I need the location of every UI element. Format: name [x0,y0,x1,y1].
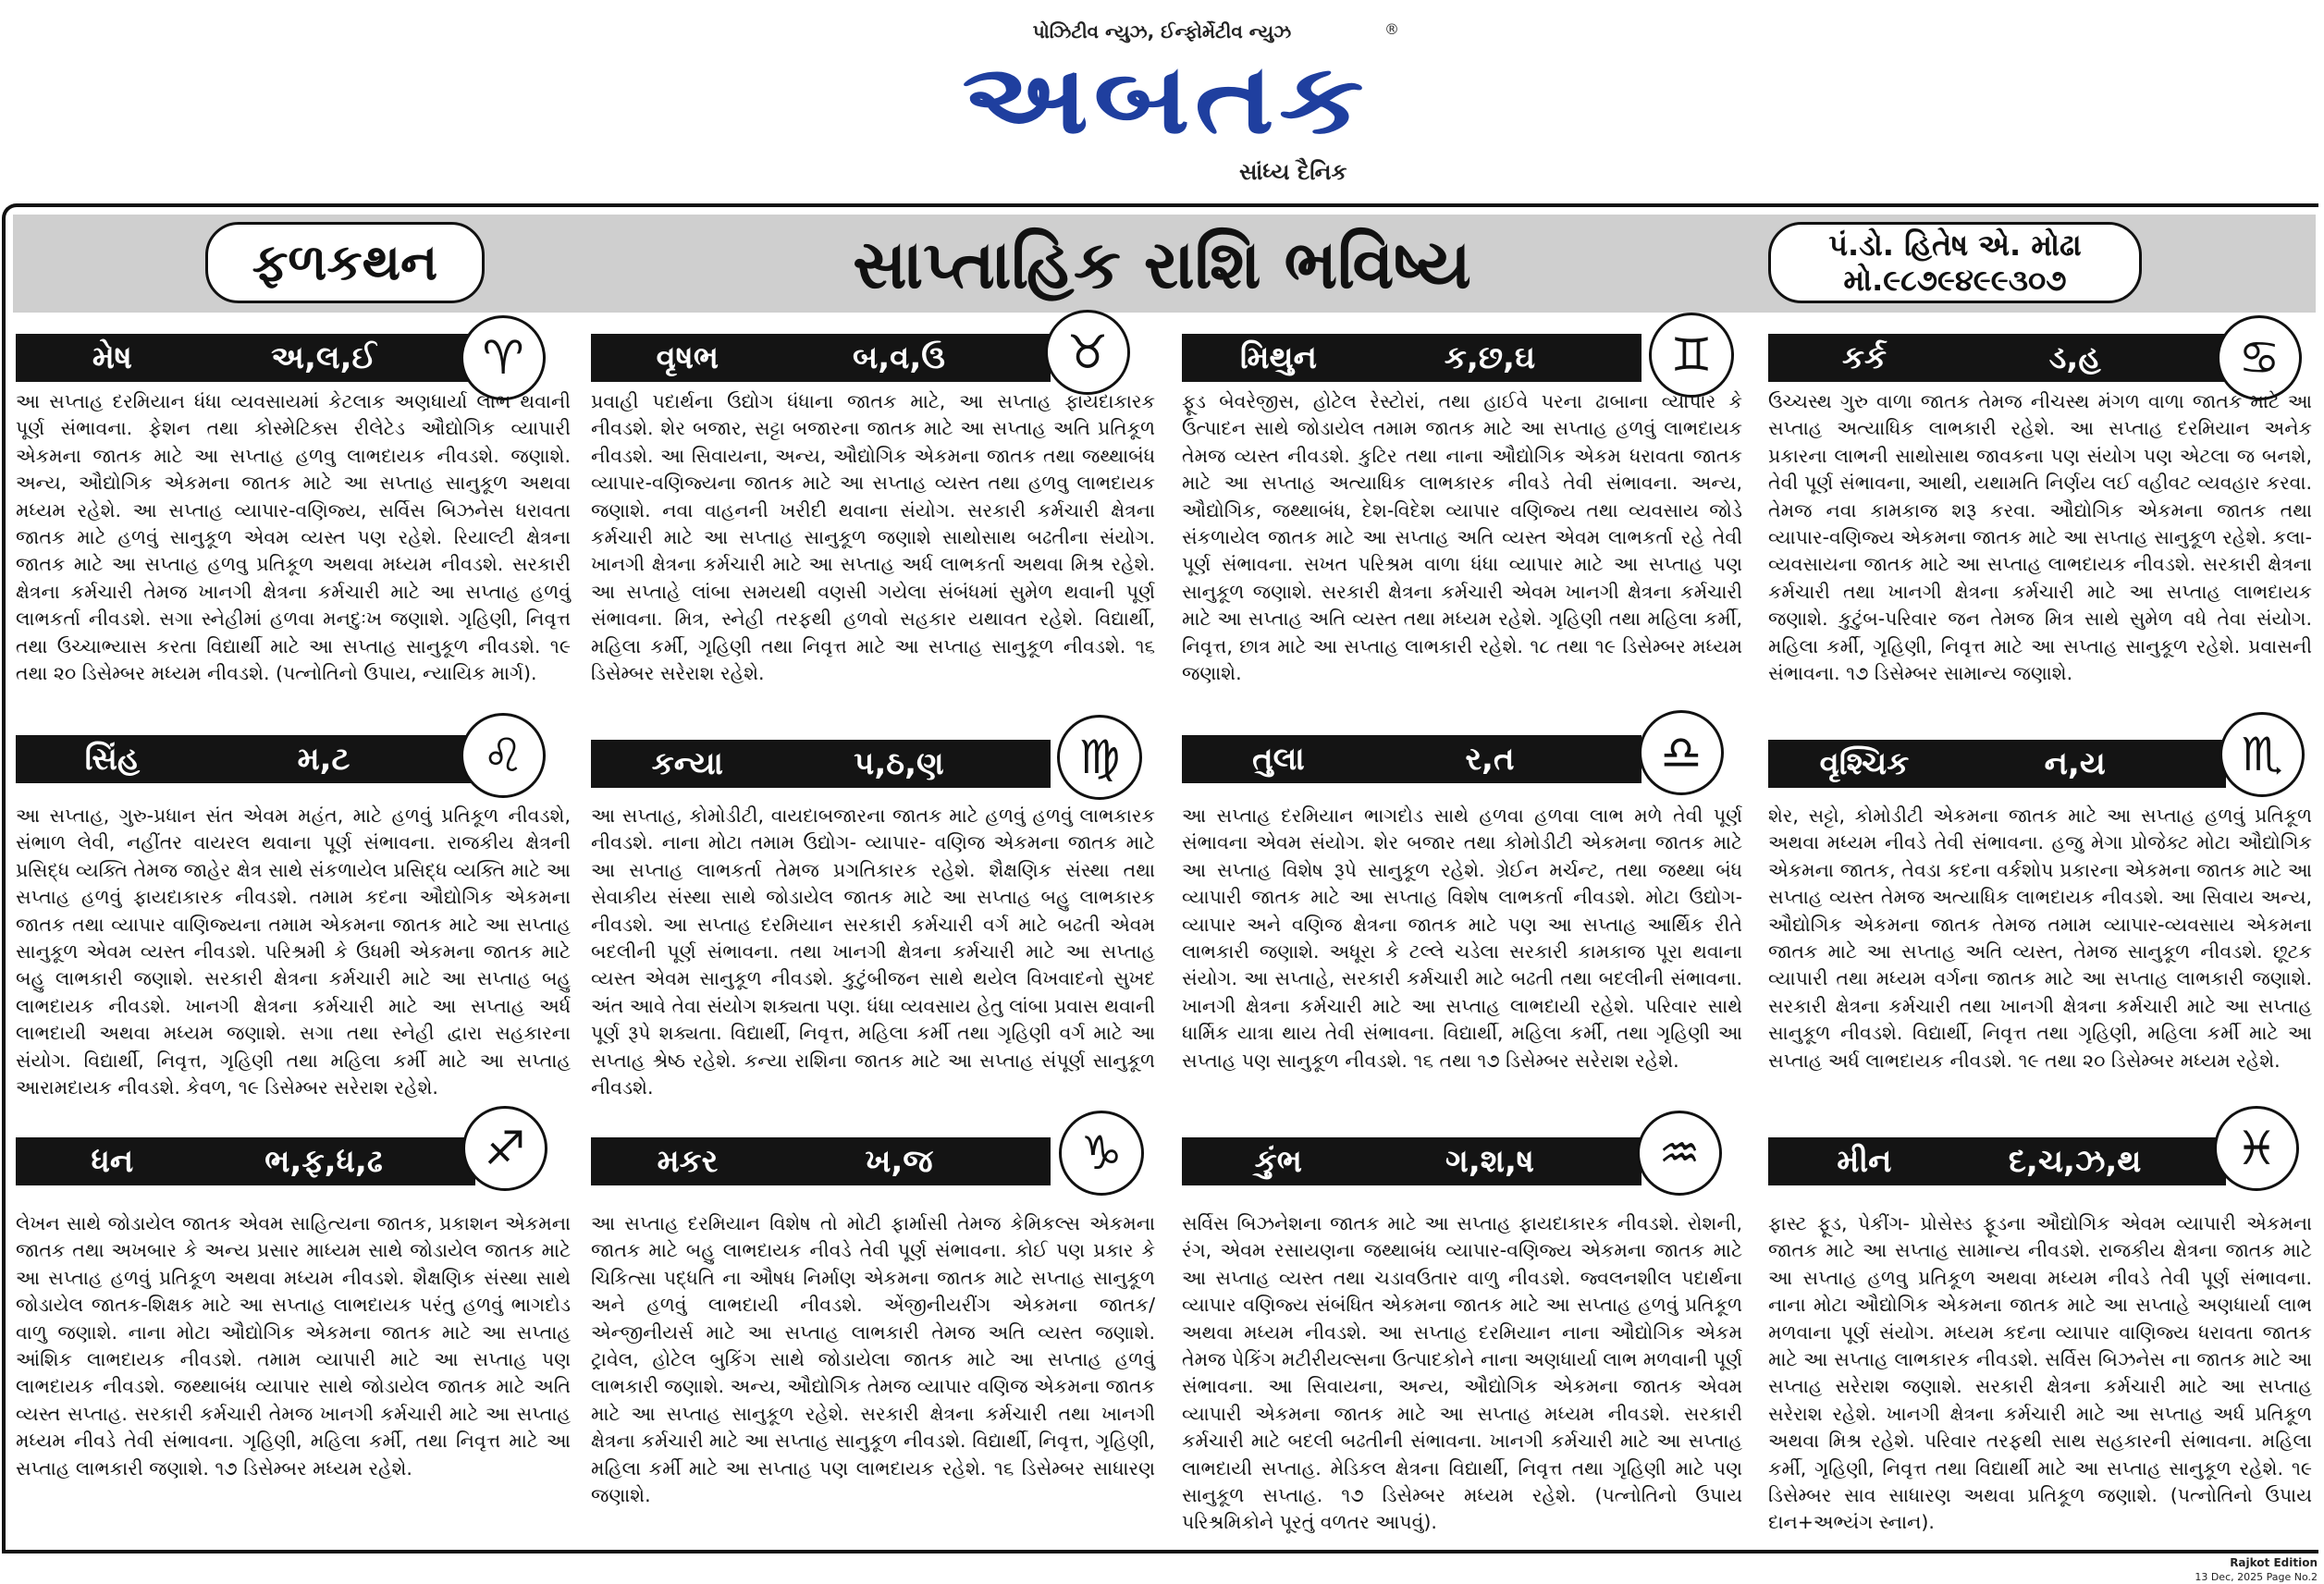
sign-name: મિથુન [1239,339,1317,376]
author-name: પં.ડો. હિતેષ એ. મોઢા [1828,227,2082,263]
sign-name: સિંહ [84,741,141,778]
sign-letters: મ,ટ [297,741,350,778]
tagline: પોઝિટીવ ન્યુઝ, ઈન્ફોર્મેટીવ ન્યુઝ [1032,20,1292,43]
sign-name: કુંભ [1254,1143,1302,1180]
sign-letters: ભ,ફ,ધ,ઢ [264,1143,383,1180]
sign-header [1182,735,1642,783]
sign-header [1768,334,2226,382]
crab-icon: ♋ [2217,315,2302,400]
masthead [0,0,2324,199]
sign-letters: ગ,શ,ષ [1445,1143,1534,1180]
sign-text: આ સપ્તાહ દરમિયાન ધંધા વ્યવસાયમાં કેટલાક અણધાર્યા લાભ થવાની પૂર્ણ સંભાવના. ફેશન તથા કોસ્મેટિક્સ રીલેટેડ ઔદ્યોગિક વ્યાપારી એકમના જાતક માટે આ સપ્તાહ હળવુ લાભદાયક નીવડશે. જણાશે. અન્ય, ઔદ્યોગિક એકમના જાતક માટે આ સપ્તાહ સાનુકૂળ અથવા મધ્યમ રહેશે. આ સપ્તાહ વ્યાપાર-વણિજ્ય, સર્વિસ બિઝનેસ ધરાવતા જાતક માટે હળવું સાનુકૂળ એવમ વ્યસ્ત પણ રહેશે. રિયાલ્ટી ક્ષેત્રના જાતક માટે આ સપ્તાહ હળવુ પ્રતિકૂળ અથવા મધ્યમ નીવડશે. સરકારી ક્ષેત્રના કર્મચારી તેમજ ખાનગી ક્ષેત્રના કર્મચારી માટે આ સપ્તાહ હળવું લાભકર્તા નીવડશે. સગા સ્નેહીમાં હળવા મનદુઃખ જણાશે. ગૃહિણી, નિવૃત્ત તથા ઉચ્ચાભ્યાસ કરતા વિદ્યાર્થી માટે આ સપ્તાહ સાનુકૂળ નીવડશે. ૧૯ તથા ૨૦ ડિસેમ્બર મધ્યમ નીવડશે. (પત્નોતિનો ઉપાય, ન્યાયિક માર્ગ). [16,390,571,685]
sign-letters: પ,ઠ,ણ [854,745,944,782]
registered-mark: ® [1384,20,1399,38]
sign-name: વૃશ્ચિક [1819,745,1910,782]
sign-header [1182,1137,1642,1185]
sign-header [16,1137,475,1185]
archer-icon: ♐ [462,1106,547,1191]
water-bearer-icon: ♒ [1637,1111,1722,1196]
scales-icon: ♎ [1639,710,1724,795]
sign-text: આ સપ્તાહ દરમિયાન વિશેષ તો મોટી ફાર્માસી તેમજ કેમિકલ્સ એકમના જાતક માટે બહુ લાભદાયક નીવડે તેવી પૂર્ણ સંભાવના. કોઈ પણ પ્રકાર કે ચિકિત્સા પદ્ધતિ ના ઔષધ નિર્માણ એકમના જાતક માટે સપ્તાહ સાનુકૂળ અને હળવું લાભદાયી નીવડશે. એંજીનીયરીંગ એકમના જાતક/ એન્જીનીયર્સ માટે આ સપ્તાહ લાભકારી તેમજ અતિ વ્યસ્ત જણાશે. ટ્રાવેલ, હોટેલ બુકિંગ સાથે જોડાયેલા જાતક માટે આ સપ્તાહ હળવું લાભકારી જણાશે. અન્ય, ઔદ્યોગિક તેમજ વ્યાપાર વણિજ એકમના જાતક માટે આ સપ્તાહ સાનુકૂળ રહેશે. સરકારી ક્ષેત્રના કર્મચારી તથા ખાનગી ક્ષેત્રના કર્મચારી માટે આ સપ્તાહ સાનુકૂળ નીવડશે. વિદ્યાર્થી, નિવૃત્ત, ગૃહિણી, મહિલા કર્મી માટે આ સપ્તાહ પણ લાભદાયક રહેશે. ૧૬ ડિસેમ્બર સાધારણ જણાશે. [591,1212,1155,1507]
sign-letters: ક,છ,ઘ [1444,339,1536,376]
edition-label: Rajkot Edition [2230,1556,2318,1569]
fish-icon: ♓ [2214,1106,2299,1191]
sign-name: ધન [91,1143,134,1180]
sign-letters: દ,ચ,ઝ,થ [2008,1143,2142,1180]
sign-letters: અ,લ,ઈ [271,339,376,376]
sign-header [591,334,1051,382]
sign-name: કન્યા [651,745,723,782]
author-badge [1768,222,2142,303]
maiden-icon: ♍ [1057,715,1142,800]
sign-name: મકર [657,1143,719,1180]
sign-header [16,334,475,382]
sign-text: આ સપ્તાહ, ગુરુ-પ્રધાન સંત એવમ મહંત, માટે હળવું પ્રતિકૂળ નીવડશે, સંભાળ લેવી, નહીંતર વાયરલ થવાના પૂર્ણ સંભાવના. રાજકીય ક્ષેત્રની પ્રસિદ્ધ વ્યક્તિ તેમજ જાહેર ક્ષેત્ર સાથે સંકળાયેલ પ્રસિદ્ધ વ્યક્તિ માટે આ સપ્તાહ હળવું ફાયદાકારક નીવડશે. તમામ કદના ઔદ્યોગિક એકમના જાતક તથા વ્યાપાર વાણિજ્યના તમામ એકમના જાતક માટે આ સપ્તાહ સાનુકૂળ એવમ વ્યસ્ત નીવડશે. પરિશ્રમી કે ઉધમી એકમના જાતક માટે બહુ લાભકારી જણાશે. સરકારી ક્ષેત્રના કર્મચારી માટે આ સપ્તાહ બહુ લાભદાયક નીવડશે. ખાનગી ક્ષેત્રના કર્મચારી માટે આ સપ્તાહ અર્ધ લાભદાયી અથવા મધ્યમ જણાશે. સગા તથા સ્નેહી દ્વારા સહકારના સંયોગ. વિદ્યાર્થી, નિવૃત્ત, ગૃહિણી તથા મહિલા કર્મી માટે આ સપ્તાહ આરામદાયક નીવડશે. કેવળ, ૧૯ ડિસેમ્બર સરેરાશ રહેશે. [16,804,571,1099]
lion-icon: ♌ [461,713,546,798]
sign-text: લેખન સાથે જોડાયેલ જાતક એવમ સાહિત્યના જાતક, પ્રકાશન એકમના જાતક તથા અખબાર કે અન્ય પ્રસાર માધ્યમ સાથે જોડાયેલ જાતક માટે આ સપ્તાહ હળવું પ્રતિકૂળ અથવા મધ્યમ નીવડશે. શૈક્ષણિક સંસ્થા સાથે જોડાયેલ જાતક-શિક્ષક માટે આ સપ્તાહ લાભદાયક પરંતુ હળવું ભાગદોડ વાળુ જણાશે. નાના મોટા ઔદ્યોગિક એકમના જાતક માટે આ સપ્તાહ આંશિક લાભદાયક નીવડશે. તમામ વ્યાપારી માટે આ સપ્તાહ પણ લાભદાયક નીવડશે. જથ્થાબંધ વ્યાપાર સાથે જોડાયેલ જાતક માટે અતિ વ્યસ્ત સપ્તાહ. સરકારી કર્મચારી તેમજ ખાનગી કર્મચારી માટે આ સપ્તાહ મધ્યમ નીવડે તેવી સંભાવના. ગૃહિણી, મહિલા કર્મી, તથા નિવૃત્ત માટે આ સપ્તાહ લાભકારી જણાશે. ૧૭ ડિસેમ્બર મધ્યમ રહેશે. [16,1212,571,1480]
sign-letters: ડ,હ [2048,339,2101,376]
date-page-label: 13 Dec, 2025 Page No.2 [2195,1571,2318,1583]
sign-text: શેર, સટ્ટો, કોમોડીટી એકમના જાતક માટે આ સપ્તાહ હળવું પ્રતિકૂળ અથવા મધ્યમ નીવડે તેવી સંભાવના. હજુ મેગા પ્રોજેક્ટ મોટા ઔદ્યોગિક એકમના જાતક, તેવડા કદના વર્કશોપ પ્રકારના એકમના જાતક માટે આ સપ્તાહ વ્યસ્ત તેમજ અત્યાધિક લાભદાયક નીવડશે. આ સિવાય અન્ય, ઔદ્યોગિક એકમના જાતક તેમજ તમામ વ્યાપાર-વ્યવસાય એકમના જાતક માટે આ સપ્તાહ અતિ વ્યસ્ત, તેમજ સાનુકૂળ નીવડશે. છૂટક વ્યાપારી તથા મધ્યમ વર્ગના જાતક માટે આ સપ્તાહ લાભકારી જણાશે. સરકારી ક્ષેત્રના કર્મચારી તથા ખાનગી ક્ષેત્રના કર્મચારી માટે આ સપ્તાહ સાનુકૂળ નીવડશે. વિદ્યાર્થી, નિવૃત્ત તથા ગૃહિણી, મહિલા કર્મી માટે આ સપ્તાહ અર્ધ લાભદાયક નીવડશે. ૧૯ તથા ૨૦ ડિસેમ્બર મધ્યમ રહેશે. [1768,804,2312,1072]
sign-name: મેષ [92,339,132,376]
sign-header [1768,1137,2226,1185]
sign-text: આ સપ્તાહ, કોમોડીટી, વાયદાબજારના જાતક માટે હળવું હળવું લાભકારક નીવડશે. નાના મોટા તમામ ઉદ્યોગ- વ્યાપાર- વણિજ એકમના જાતક માટે આ સપ્તાહ લાભકર્તા તેમજ પ્રગતિકારક રહેશે. શૈક્ષણિક સંસ્થા તથા સેવાકીય સંસ્થા સાથે જોડાયેલ જાતક માટે આ સપ્તાહ બહુ લાભકારક નીવડશે. આ સપ્તાહ દરમિયાન સરકારી કર્મચારી વર્ગ માટે બઢતી એવમ બદલીની પૂર્ણ સંભાવના. તથા ખાનગી ક્ષેત્રના કર્મચારી માટે આ સપ્તાહ વ્યસ્ત એવમ સાનુકૂળ નીવડશે. કુટુંબીજન સાથે થયેલ વિખવાદનો સુખદ અંત આવે તેવા સંયોગ શક્યતા પણ. ધંધા વ્યવસાય હેતુ લાંબા પ્રવાસ થવાની પૂર્ણ રૂપે શક્યતા. વિદ્યાર્થી, નિવૃત્ત, મહિલા કર્મી તથા ગૃહિણી વર્ગ માટે આ સપ્તાહ શ્રેષ્ઠ રહેશે. કન્યા રાશિના જાતક માટે આ સપ્તાહ સંપૂર્ણ સાનુકૂળ નીવડશે. [591,804,1155,1099]
goat-icon: ♑ [1059,1111,1144,1196]
sign-header [1768,740,2226,788]
sign-name: મીન [1837,1143,1892,1180]
sign-header [1182,334,1642,382]
section-label: ફળકથન [252,233,438,291]
ram-icon: ♈ [461,315,546,400]
twins-icon: ♊ [1649,313,1734,398]
sign-text: ઉચ્ચસ્થ ગુરુ વાળા જાતક તેમજ નીચસ્થ મંગળ વાળા જાતક માટે આ સપ્તાહ અત્યાધિક લાભકારી રહેશે. આ સપ્તાહ દરમિયાન અનેક પ્રકારના લાભની સાથોસાથ જાવકના પણ સંયોગ પણ એટલા જ બનશે, તેવી પૂર્ણ સંભાવના, આથી, યથામતિ નિર્ણય લઈ વહીવટ વ્યવહાર કરવા. તેમજ નવા કામકાજ શરૂ કરવા. ઔદ્યોગિક એકમના જાતક તથા વ્યાપાર-વણિજ્ય એકમના જાતક માટે આ સપ્તાહ સાનુકૂળ રહેશે. કલા-વ્યવસાયના જાતક માટે આ સપ્તાહ લાભદાયક નીવડશે. સરકારી ક્ષેત્રના કર્મચારી તથા ખાનગી ક્ષેત્રના કર્મચારી માટે આ સપ્તાહ લાભદાયક જણાશે. કુટુંબ-પરિવાર જન તેમજ મિત્ર સાથે સુમેળ વધે તેવા સંયોગ. મહિલા કર્મી, ગૃહિણી, નિવૃત્ત માટે આ સપ્તાહ સાનુકૂળ રહેશે. પ્રવાસની સંભાવના. ૧૭ ડિસેમ્બર સામાન્ય જણાશે. [1768,390,2312,685]
sign-text: પ્રવાહી પદાર્થના ઉદ્યોગ ધંધાના જાતક માટે, આ સપ્તાહ ફાયદાકારક નીવડશે. શેર બજાર, સટ્ટા બજારના જાતક માટે આ સપ્તાહ અતિ પ્રતિકૂળ નીવડશે. આ સિવાયના, અન્ય, ઔદ્યોગિક એકમના જાતક તથા જથ્થાબંધ વ્યાપાર-વણિજ્યના જાતક માટે આ સપ્તાહ વ્યસ્ત તથા હળવુ લાભદાયક જણાશે. નવા વાહનની ખરીદી થવાના સંયોગ. સરકારી કર્મચારી ક્ષેત્રના કર્મચારી માટે આ સપ્તાહ સાનુકૂળ જણાશે સાથોસાથ બઢતીના સંયોગ. ખાનગી ક્ષેત્રના કર્મચારી માટે આ સપ્તાહ અર્ધ લાભકર્તા અથવા મિશ્ર રહેશે. આ સપ્તાહે લાંબા સમયથી વણસી ગયેલા સંબંધમાં સુમેળ થવાની પૂર્ણ સંભાવના. મિત્ર, સ્નેહી તરફથી હળવો સહકાર યથાવત રહેશે. વિદ્યાર્થી, મહિલા કર્મી, ગૃહિણી તથા નિવૃત્ત માટે આ સપ્તાહ સાનુકૂળ નીવડશે. ૧૬ ડિસેમ્બર સરેરાશ રહેશે. [591,390,1155,685]
author-phone: મો.૯૮૭૯૪૯૯૩૦૭ [1843,263,2067,298]
sign-header [591,1137,1051,1185]
newspaper-logo: અબતક [962,43,1369,155]
sign-name: વૃષભ [656,339,719,376]
sign-letters: બ,વ,ઉ [852,339,945,376]
bull-icon: ♉ [1045,310,1130,395]
sign-letters: ખ,જ [865,1143,933,1180]
scorpion-icon: ♏ [2219,712,2305,797]
sign-name: કર્ક [1841,339,1887,376]
sign-text: આ સપ્તાહ દરમિયાન ભાગદોડ સાથે હળવા હળવા લાભ મળે તેવી પૂર્ણ સંભાવના એવમ સંયોગ. શેર બજાર તથા કોમોડીટી એકમના જાતક માટે આ સપ્તાહ વિશેષ રૂપે સાનુકૂળ રહેશે. ગ્રેઈન મર્ચન્ટ, તથા જથ્થા બંધ વ્યાપારી જાતક માટે આ સપ્તાહ વિશેષ લાભકર્તા નીવડશે. મોટા ઉદ્યોગ-વ્યાપાર અને વણિજ ક્ષેત્રના જાતક માટે પણ આ સપ્તાહ આર્થિક રીતે લાભકારી જણાશે. અધૂરા કે ટલ્લે ચડેલા સરકારી કામકાજ પૂરા થવાના સંયોગ. આ સપ્તાહે, સરકારી કર્મચારી માટે બઢતી તથા બદલીની સંભાવના. ખાનગી ક્ષેત્રના કર્મચારી માટે આ સપ્તાહ લાભદાયી રહેશે. પરિવાર સાથે ધાર્મિક યાત્રા થાય તેવી સંભાવના. વિદ્યાર્થી, મહિલા કર્મી, તથા ગૃહિણી આ સપ્તાહ પણ સાનુકૂળ નીવડશે. ૧૬ તથા ૧૭ ડિસેમ્બર સરેરાશ રહેશે. [1182,804,1742,1072]
page-title: સાપ્તાહિક રાશિ ભવિષ્ય [853,226,1471,303]
sign-name: તુલા [1252,741,1305,778]
sign-text: સર્વિસ બિઝનેશના જાતક માટે આ સપ્તાહ ફાયદાકારક નીવડશે. રોશની, રંગ, એવમ રસાયણના જથ્થાબંધ વ્યાપાર-વણિજ્ય એકમના જાતક માટે આ સપ્તાહ વ્યસ્ત તથા ચડાવઉતાર વાળુ નીવડશે. જ્વલનશીલ પદાર્થના વ્યાપાર વણિજ્ય સંબંધિત એકમના જાતક માટે આ સપ્તાહ હળવું પ્રતિકૂળ અથવા મધ્યમ નીવડશે. આ સપ્તાહ દરમિયાન નાના ઔદ્યોગિક એકમ તેમજ પેકિંગ મટીરીયલ્સના ઉત્પાદકોને નાના અણધાર્યા લાભ મળવાની પૂર્ણ સંભાવના. આ સિવાયના, અન્ય, ઔદ્યોગિક એકમના જાતક એવમ વ્યાપારી એકમના જાતક માટે આ સપ્તાહ મધ્યમ નીવડશે. સરકારી કર્મચારી માટે બદલી બઢતીની સંભાવના. ખાનગી કર્મચારી માટે આ સપ્તાહ લાભદાયી સપ્તાહ. મેડિકલ ક્ષેત્રના વિદ્યાર્થી, નિવૃત્ત તથા ગૃહિણી માટે પણ સાનુકૂળ સપ્તાહ. ૧૭ ડિસેમ્બર મધ્યમ રહેશે. (પત્નોતિનો ઉપાય પરિશ્રમિકોને પૂરતું વળતર આપવું). [1182,1212,1742,1534]
sign-letters: ન,ય [2044,745,2106,782]
logo-subtitle: સાંધ્ય દૈનિક [1239,159,1347,185]
sign-header [16,735,475,783]
sign-text: ફૂડ બેવરેજીસ, હોટેલ રેસ્ટોરાં, તથા હાઈવે પરના ઢાબાના વ્યાપાર કે ઉત્પાદન સાથે જોડાયેલ તમામ જાતક માટે આ સપ્તાહ હળવું લાભદાયક તેમજ વ્યસ્ત નીવડશે. કુટિર તથા નાના ઔદ્યોગિક એકમ ધરાવતા જાતક માટે આ સપ્તાહ અત્યાધિક લાભકારક નીવડે તેવી સંભાવના. અન્ય, ઔદ્યોગિક, જથ્થાબંધ, દેશ-વિદેશ વ્યાપાર વણિજ્ય તથા વ્યવસાય જોડે સંકળાયેલ જાતક માટે આ સપ્તાહ અતિ વ્યસ્ત એવમ લાભકર્તા રહે તેવી પૂર્ણ સંભાવના. સખત પરિશ્રમ વાળા ધંધા વ્યાપાર માટે આ સપ્તાહ પણ સાનુકૂળ જણાશે. સરકારી ક્ષેત્રના કર્મચારી એવમ ખાનગી ક્ષેત્રના કર્મચારી માટે આ સપ્તાહ અતિ વ્યસ્ત તથા મધ્યમ રહેશે. ગૃહિણી તથા મહિલા કર્મી, નિવૃત્ત, છાત્ર માટે આ સપ્તાહ લાભકારી રહેશે. ૧૮ તથા ૧૯ ડિસેમ્બર મધ્યમ જણાશે. [1182,390,1742,685]
sign-letters: ર,ત [1465,741,1515,778]
sign-text: ફાસ્ટ ફૂડ, પેકીંગ- પ્રોસેસ્ડ ફૂડના ઔદ્યોગિક એવમ વ્યાપારી એકમના જાતક માટે આ સપ્તાહ સામાન્ય નીવડશે. રાજકીય ક્ષેત્રના જાતક માટે આ સપ્તાહ હળવુ પ્રતિકૂળ અથવા મધ્યમ નીવડે તેવી પૂર્ણ સંભાવના. નાના મોટા ઔદ્યોગિક એકમના જાતક માટે આ સપ્તાહે અણધાર્યા લાભ મળવાના પૂર્ણ સંયોગ. મધ્યમ કદના વ્યાપાર વાણિજ્ય ધરાવતા જાતક માટે આ સપ્તાહ લાભકારક નીવડશે. સર્વિસ બિઝનેસ ના જાતક માટે આ સપ્તાહ સરેરાશ જણાશે. સરકારી ક્ષેત્રના કર્મચારી માટે આ સપ્તાહ સરેરાશ રહેશે. ખાનગી ક્ષેત્રના કર્મચારી માટે આ સપ્તાહ અર્ધ પ્રતિકૂળ અથવા મિશ્ર રહેશે. પરિવાર તરફથી સાથ સહકારની સંભાવના. મહિલા કર્મી, ગૃહિણી, નિવૃત્ત તથા વિદ્યાર્થી માટે આ સપ્તાહ સાનુકૂળ રહેશે. ૧૯ ડિસેમ્બર સાવ સાધારણ અથવા પ્રતિકૂળ જણાશે. (પત્નોતિનો ઉપાય દાન+અભ્યંગ સ્નાન). [1768,1212,2312,1534]
sign-header [591,740,1051,788]
